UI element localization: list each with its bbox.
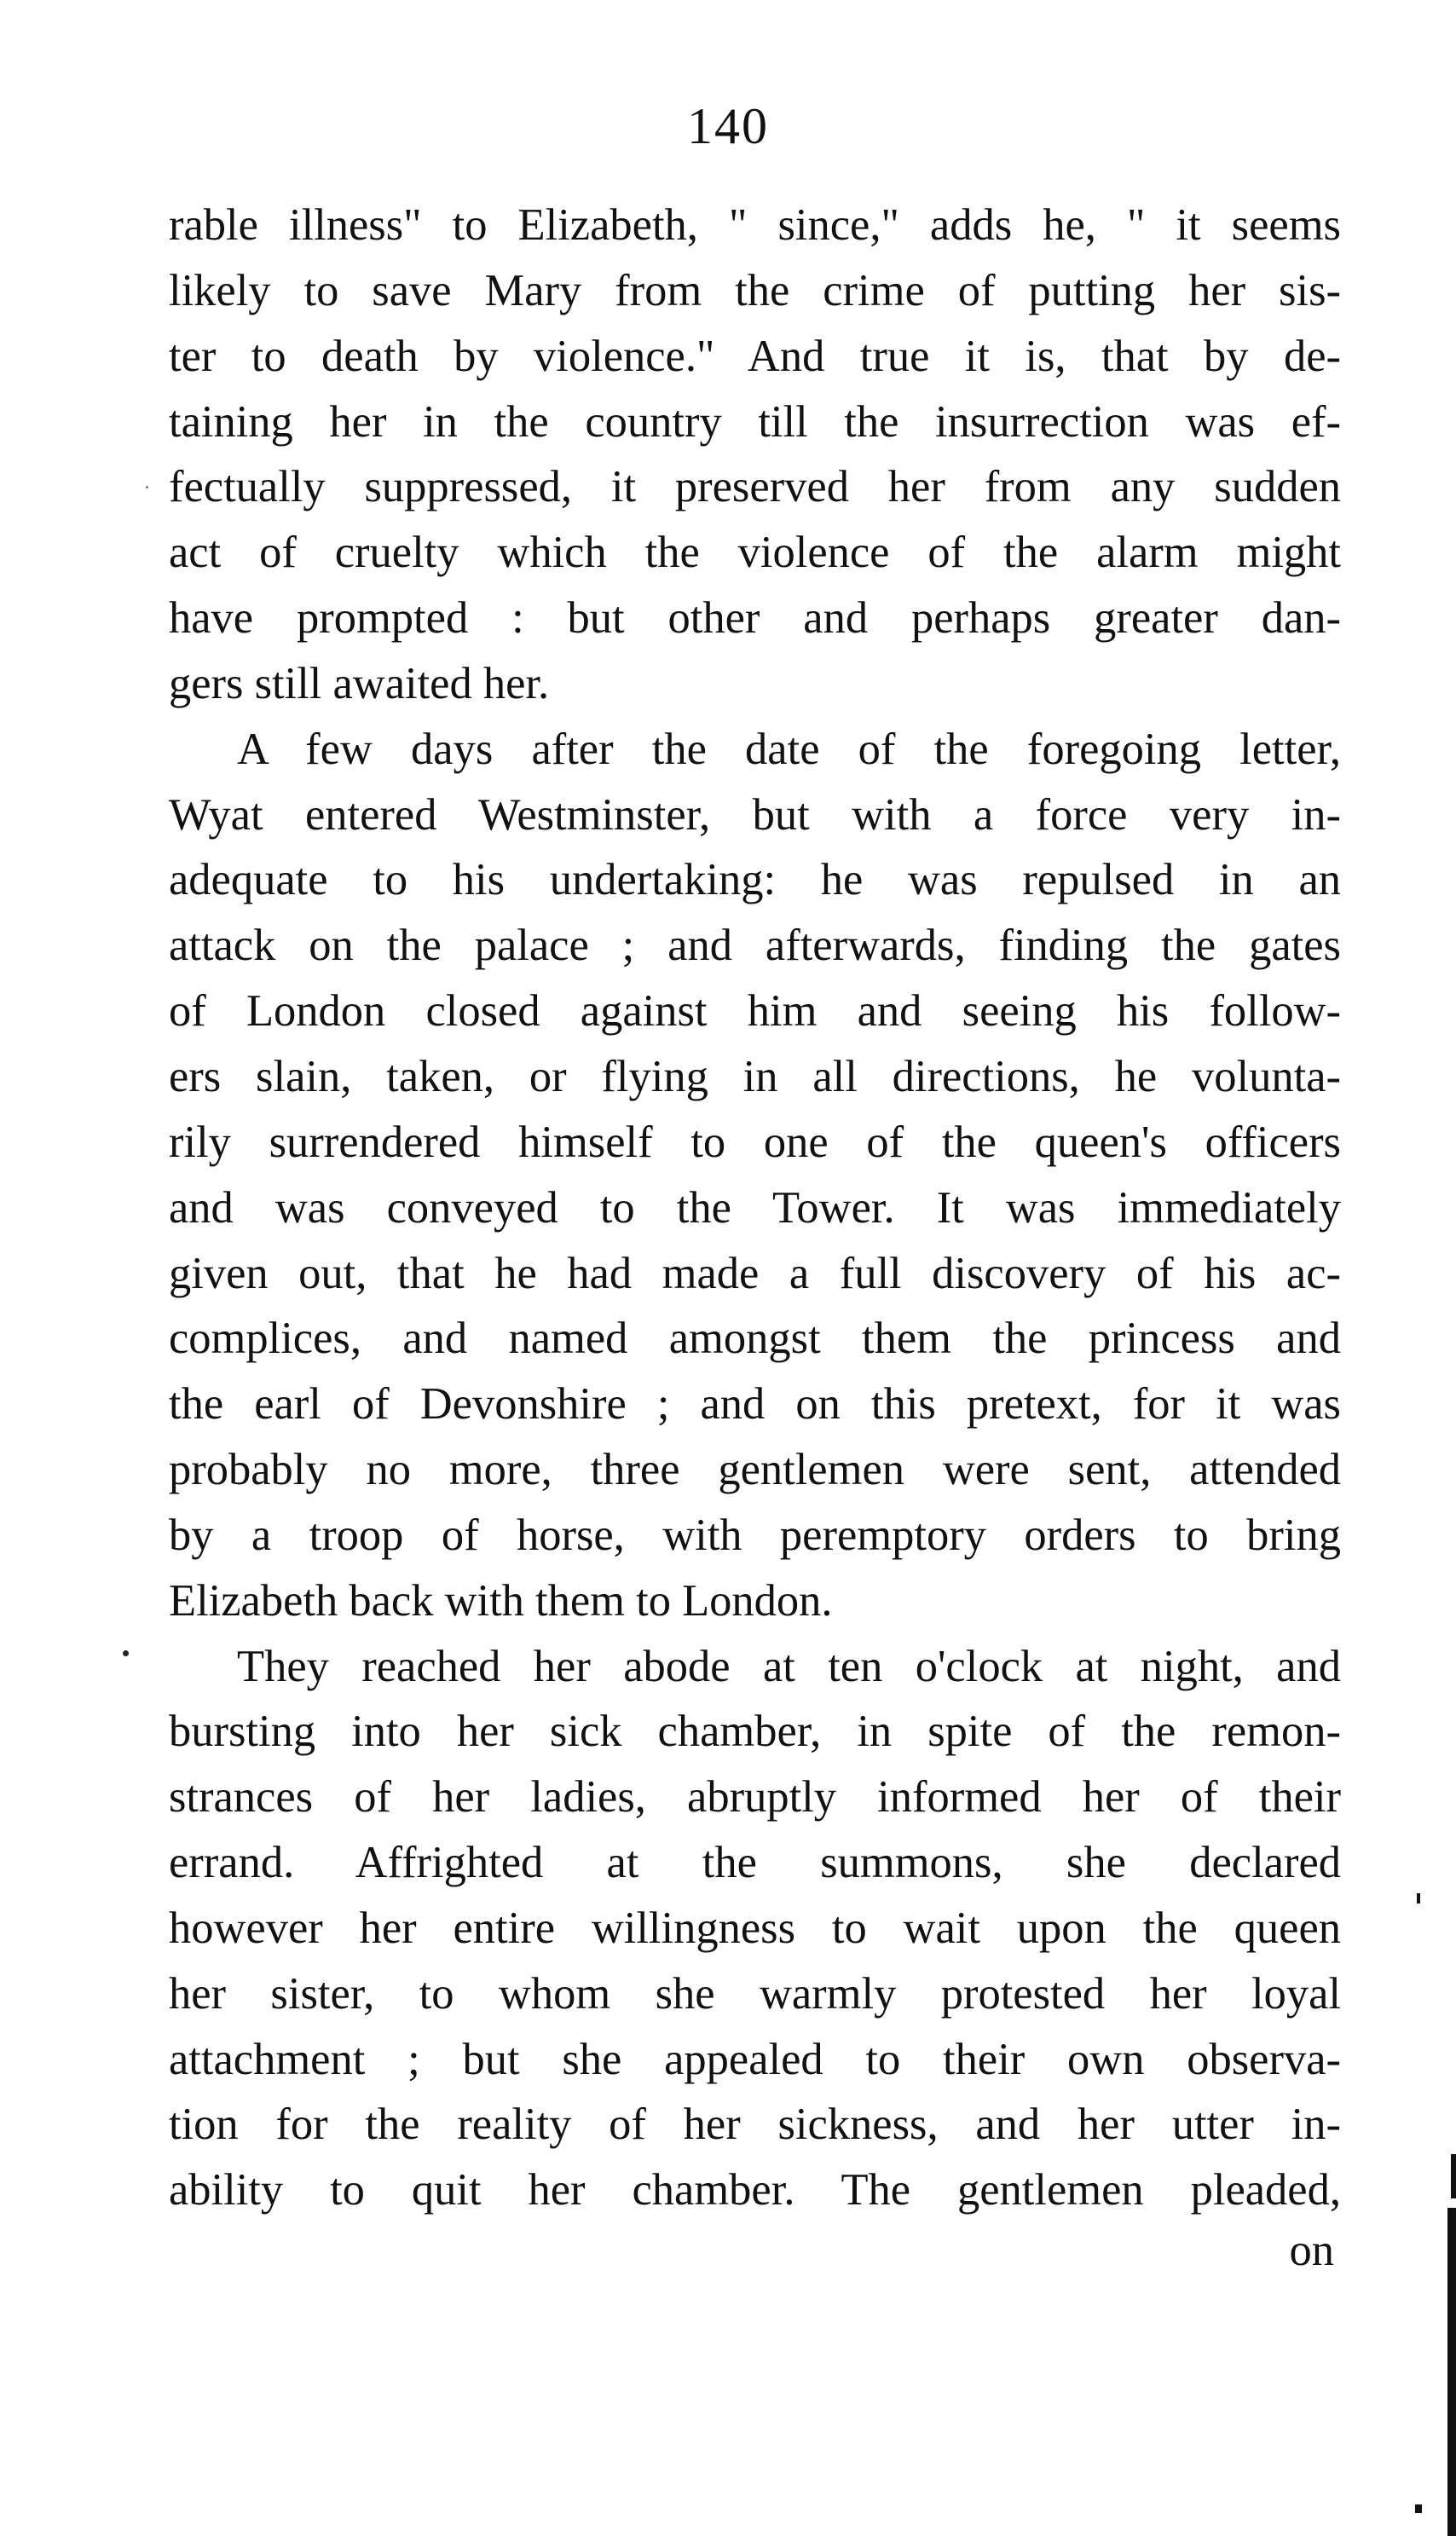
text-line: rable illness" to Elizabeth, " since," adds he, " it seems (169, 200, 1341, 250)
text-line: errand. Affrighted at the summons, she declared (169, 1838, 1341, 1888)
scan-edge-mark (1451, 2154, 1456, 2198)
text-line: given out, that he had made a full discovery of his ac- (169, 1248, 1341, 1298)
text-line: and was conveyed to the Tower. It was immediately (169, 1182, 1341, 1233)
text-line: fectually suppressed, it preserved her from any sudden (169, 462, 1341, 512)
text-line: complices, and named amongst them the princess and (169, 1314, 1341, 1364)
text-line: her sister, to whom she warmly protested her loyal (169, 1968, 1341, 2019)
text-line: by a troop of horse, with peremptory orders to bring (169, 1510, 1341, 1560)
text-line: of London closed against him and seeing his follow- (169, 986, 1341, 1037)
text-line: They reached her abode at ten o'clock at night, and (237, 1641, 1341, 1691)
text-line: likely to save Mary from the crime of putting her sis- (169, 265, 1341, 315)
text-line: act of cruelty which the violence of the alarm might (169, 528, 1341, 578)
text-line: A few days after the date of the foregoing letter, (237, 724, 1341, 774)
text-line: gers still awaited her. (169, 658, 550, 708)
text-line: adequate to his undertaking: he was repulsed in an (169, 855, 1341, 905)
scan-edge-mark (1417, 1893, 1420, 1903)
text-line: strances of her ladies, abruptly informed her of their (169, 1772, 1341, 1823)
text-line: taining her in the country till the insurrection was ef- (169, 396, 1341, 447)
text-line: attachment ; but she appealed to their own observa- (169, 2034, 1341, 2084)
text-line: ability to quit her chamber. The gentlemen pleaded, (169, 2165, 1341, 2215)
text-line: ter to death by violence." And true it is, that by de- (169, 331, 1341, 381)
scan-edge-mark (1415, 2504, 1422, 2513)
text-line: ers slain, taken, or flying in all directions, he volunta- (169, 1051, 1341, 1101)
text-line: have prompted : but other and perhaps greater dan- (169, 593, 1341, 644)
margin-dot (123, 1650, 129, 1656)
text-line: attack on the palace ; and afterwards, finding the gates (169, 921, 1341, 971)
page-number: 140 (687, 98, 769, 154)
scan-edge-border (1447, 2208, 1456, 2536)
catchword: on (1289, 2226, 1334, 2275)
text-line: Elizabeth back with them to London. (169, 1575, 833, 1626)
text-line: Wyat entered Westminster, but with a force very in- (169, 789, 1341, 840)
text-line: the earl of Devonshire ; and on this pretext, for it was (169, 1379, 1341, 1430)
text-line: rily surrendered himself to one of the queen's officers (169, 1117, 1341, 1167)
text-line: however her entire willingness to wait upon the queen (169, 1903, 1341, 1953)
body-text (169, 193, 1341, 2223)
text-line: tion for the reality of her sickness, and her utter in- (169, 2100, 1341, 2150)
text-line: bursting into her sick chamber, in spite of the remon- (169, 1707, 1341, 1757)
text-line: probably no more, three gentlemen were sent, attended (169, 1445, 1341, 1495)
margin-speck (146, 486, 148, 488)
